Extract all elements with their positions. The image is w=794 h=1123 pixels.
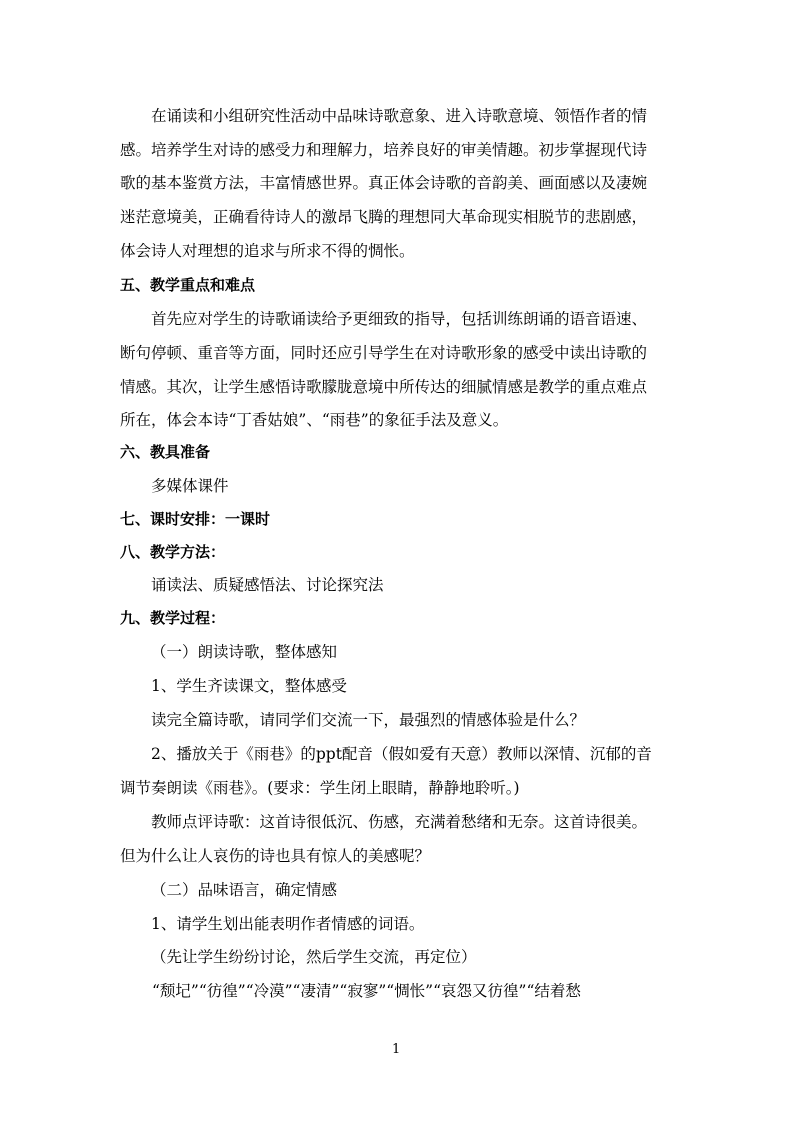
- paragraph-line: 情感。其次，让学生感悟诗歌朦胧意境中所传达的细腻情感是教学的重点难点: [120, 378, 648, 396]
- paragraph-line: 诵读法、质疑感悟法、讨论探究法: [151, 576, 384, 594]
- paragraph-line: 歌的基本鉴赏方法，丰富情感世界。真正体会诗歌的音韵美、画面感以及凄婉: [120, 174, 648, 192]
- subsection-heading: （一）朗读诗歌，整体感知: [151, 643, 338, 661]
- section-heading: 八、教学方法：: [120, 543, 226, 561]
- paragraph-line: 但为什么让人哀伤的诗也具有惊人的美感呢？: [120, 847, 431, 865]
- paragraph-line: 调节奏朗读《雨巷》。(要求：学生闭上眼睛，静静地聆听。): [120, 779, 520, 797]
- paragraph-line: 1、请学生划出能表明作者情感的词语。: [151, 915, 425, 933]
- paragraph-line: （先让学生纷纷讨论，然后学生交流，再定位）: [151, 948, 477, 966]
- section-heading: 九、教学过程：: [120, 609, 226, 627]
- paragraph-line: 体会诗人对理想的追求与所求不得的惆怅。: [120, 242, 415, 260]
- section-heading: 五、教学重点和难点: [120, 276, 256, 294]
- paragraph-line: 首先应对学生的诗歌诵读给予更细致的指导，包括训练朗诵的语音语速、: [151, 310, 648, 328]
- paragraph-line: 断句停顿、重音等方面，同时还应引导学生在对诗歌形象的感受中读出诗歌的: [120, 344, 648, 362]
- paragraph-line: 多媒体课件: [151, 477, 229, 495]
- paragraph-line: 1、学生齐读课文，整体感受: [151, 677, 347, 695]
- paragraph-line: 感。培养学生对诗的感受力和理解力，培养良好的审美情趣。初步掌握现代诗: [120, 141, 648, 159]
- section-heading: 七、课时安排：一课时: [120, 510, 271, 528]
- paragraph-line: 读完全篇诗歌，请同学们交流一下，最强烈的情感体验是什么？: [151, 711, 586, 729]
- page-number: 1: [392, 1042, 401, 1057]
- subsection-heading: （二）品味语言，确定情感: [151, 881, 338, 899]
- paragraph-line: 在诵读和小组研究性活动中品味诗歌意象、进入诗歌意境、领悟作者的情: [151, 107, 648, 125]
- paragraph-line: 2、播放关于《雨巷》的ppt配音（假如爱有天意）教师以深情、沉郁的音: [151, 745, 652, 763]
- section-heading: 六、教具准备: [120, 443, 211, 461]
- paragraph-line: 教师点评诗歌：这首诗很低沉、伤感，充满着愁绪和无奈。这首诗很美。: [151, 813, 648, 831]
- paragraph-line: 迷茫意境美，正确看待诗人的激昂飞腾的理想同大革命现实相脱节的悲剧感，: [120, 208, 648, 226]
- paragraph-line: 所在，体会本诗“丁香姑娘”、“雨巷”的象征手法及意义。: [120, 411, 509, 429]
- paragraph-line: “颓圮”“彷徨”“冷漠”“凄清”“寂寥”“惆怅”“哀怨又彷徨”“结着愁: [152, 982, 581, 1000]
